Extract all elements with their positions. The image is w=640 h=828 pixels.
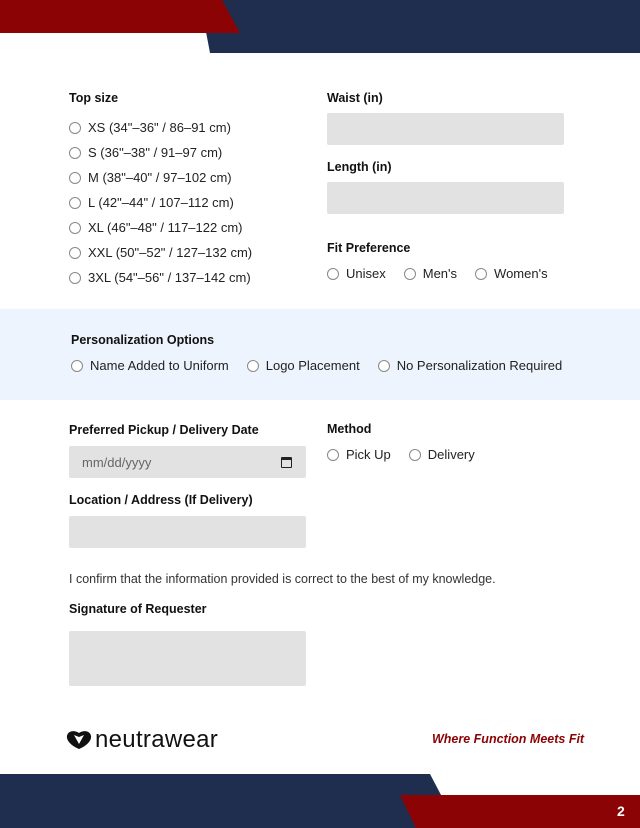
top-size-option-m[interactable] — [69, 165, 252, 190]
radio-icon[interactable] — [71, 360, 83, 372]
top-size-option-l[interactable] — [69, 190, 252, 215]
footer-decoration — [0, 774, 640, 828]
fit-option-unisex[interactable] — [327, 266, 386, 281]
personalization-option-none[interactable] — [378, 358, 562, 373]
radio-icon[interactable] — [69, 247, 81, 259]
date-placeholder: mm/dd/yyyy — [82, 454, 152, 470]
radio-icon[interactable] — [69, 122, 81, 134]
option-label: Delivery — [427, 447, 475, 462]
date-input[interactable] — [69, 446, 306, 478]
signature-field[interactable] — [69, 631, 306, 686]
brand-name: neutrawear — [95, 726, 219, 753]
top-size-label: Top size — [69, 91, 119, 105]
header-decoration — [0, 0, 640, 54]
brand-logo — [66, 726, 218, 754]
option-label: Logo Placement — [265, 358, 360, 373]
option-label: Men's — [422, 266, 458, 281]
calendar-icon[interactable] — [281, 457, 292, 468]
option-label: XXL (50"–52" / 127–132 cm) — [88, 245, 253, 260]
radio-icon[interactable] — [475, 268, 487, 280]
signature-label: Signature of Requester — [69, 602, 207, 616]
option-label: S (36"–38" / 91–97 cm) — [88, 145, 223, 160]
option-label: M (38"–40" / 97–102 cm) — [88, 170, 232, 185]
fit-option-mens[interactable] — [404, 266, 457, 281]
radio-icon[interactable] — [327, 268, 339, 280]
top-size-option-xs[interactable] — [69, 115, 252, 140]
method-option-pickup[interactable] — [327, 447, 391, 462]
top-size-group — [69, 115, 252, 290]
personalization-option-logo[interactable] — [247, 358, 360, 373]
option-label: Pick Up — [346, 447, 391, 462]
personalization-section — [0, 309, 640, 400]
method-group — [327, 447, 475, 462]
radio-icon[interactable] — [69, 272, 81, 284]
location-input[interactable] — [69, 516, 306, 548]
personalization-group — [71, 358, 562, 373]
collar-logo-icon — [66, 730, 92, 750]
waist-input[interactable] — [327, 113, 564, 145]
radio-icon[interactable] — [69, 172, 81, 184]
method-label: Method — [327, 422, 372, 436]
method-option-delivery[interactable] — [409, 447, 475, 462]
option-label: L (42"–44" / 107–112 cm) — [88, 195, 234, 210]
option-label: XL (46"–48" / 117–122 cm) — [88, 220, 243, 235]
personalization-label: Personalization Options — [71, 333, 215, 347]
radio-icon[interactable] — [69, 147, 81, 159]
confirmation-text: I confirm that the information provided is correct to the best of my knowledge. — [69, 572, 496, 586]
radio-icon[interactable] — [404, 268, 416, 280]
radio-icon[interactable] — [69, 222, 81, 234]
option-label: No Personalization Required — [396, 358, 563, 373]
top-size-option-s[interactable] — [69, 140, 252, 165]
radio-icon[interactable] — [378, 360, 390, 372]
waist-label: Waist (in) — [327, 91, 383, 105]
location-label: Location / Address (If Delivery) — [69, 493, 253, 507]
option-label: 3XL (54"–56" / 137–142 cm) — [88, 270, 251, 285]
radio-icon[interactable] — [69, 197, 81, 209]
fit-label: Fit Preference — [327, 241, 411, 255]
page-number: 2 — [617, 803, 625, 819]
length-input[interactable] — [327, 182, 564, 214]
option-label: Women's — [494, 266, 548, 281]
option-label: XS (34"–36" / 86–91 cm) — [88, 120, 231, 135]
fit-group — [327, 266, 548, 281]
top-size-option-xl[interactable] — [69, 215, 252, 240]
radio-icon[interactable] — [327, 449, 339, 461]
date-label: Preferred Pickup / Delivery Date — [69, 423, 259, 437]
top-size-option-3xl[interactable] — [69, 265, 252, 290]
top-size-option-xxl[interactable] — [69, 240, 252, 265]
radio-icon[interactable] — [409, 449, 421, 461]
option-label: Unisex — [346, 266, 386, 281]
radio-icon[interactable] — [247, 360, 259, 372]
personalization-option-name[interactable] — [71, 358, 229, 373]
fit-option-womens[interactable] — [475, 266, 548, 281]
length-label: Length (in) — [327, 160, 392, 174]
option-label: Name Added to Uniform — [90, 358, 229, 373]
tagline: Where Function Meets Fit — [432, 732, 585, 746]
